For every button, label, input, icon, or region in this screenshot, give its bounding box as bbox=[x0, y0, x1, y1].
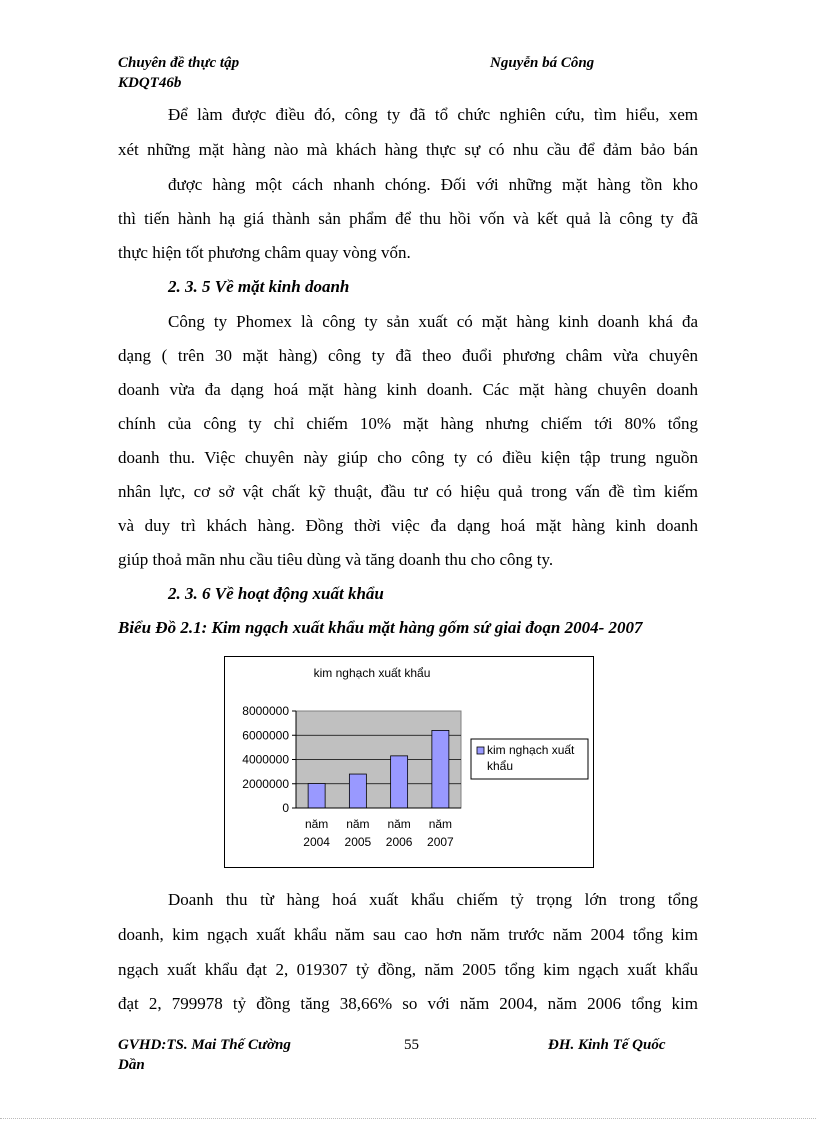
section-heading-2-3-5: 2. 3. 5 Về mặt kinh doanh bbox=[168, 277, 350, 296]
bar bbox=[391, 756, 408, 808]
chart-title: kim nghạch xuất khẩu bbox=[313, 666, 431, 680]
bar-chart bbox=[225, 657, 593, 867]
paragraph-line: doanh thu. Việc chuyên này giúp cho công ty có điều kiện tập trung nguồn bbox=[118, 448, 698, 467]
x-tick-label: 2006 bbox=[385, 835, 413, 849]
y-tick-label: 4000000 bbox=[242, 752, 289, 767]
x-tick-label: năm bbox=[387, 817, 411, 831]
y-tick-label: 8000000 bbox=[242, 704, 289, 718]
y-tick-label: 0 bbox=[282, 801, 289, 815]
paragraph-line: doanh vừa đa dạng hoá mặt hàng kinh doanh. Các mặt hàng chuyên doanh bbox=[118, 380, 698, 399]
x-tick-label: 2007 bbox=[427, 835, 454, 849]
legend-swatch bbox=[477, 747, 484, 754]
header-left-line2: KDQT46b bbox=[118, 75, 182, 91]
y-tick-label: 2000000 bbox=[242, 776, 289, 791]
x-tick-label: năm bbox=[346, 817, 370, 831]
legend-label-line2: khẩu bbox=[487, 759, 514, 773]
footer-left-line2: Dần bbox=[118, 1057, 145, 1073]
page-number: 55 bbox=[404, 1037, 419, 1053]
paragraph-line: đạt 2, 799978 tỷ đồng tăng 38,66% so với năm 2004, năm 2006 tổng kim bbox=[118, 994, 698, 1013]
paragraph-line: ngạch xuất khẩu đạt 2, 019307 tỷ đồng, năm 2005 tổng kim ngạch xuất khẩu bbox=[118, 960, 698, 979]
paragraph-line: thì tiến hành hạ giá thành sản phẩm để thu hồi vốn và kết quả là công ty đã bbox=[118, 209, 698, 228]
paragraph-line: chính của công ty chỉ chiếm 10% mặt hàng nhưng chiếm tới 80% tổng bbox=[118, 414, 698, 433]
paragraph-line: nhân lực, cơ sở vật chất kỹ thuật, đầu tư có hiệu quả trong vấn đề tìm kiếm bbox=[118, 482, 698, 501]
chart-container bbox=[224, 656, 594, 868]
bar bbox=[432, 730, 449, 808]
bar bbox=[308, 784, 325, 808]
paragraph-line: và duy trì khách hàng. Đồng thời việc đa dạng hoá mặt hàng kinh doanh bbox=[118, 516, 698, 535]
x-tick-label: năm bbox=[304, 817, 329, 831]
footer-left-line1: GVHD:TS. Mai Thế Cường bbox=[118, 1037, 291, 1053]
page-bottom-divider bbox=[0, 1118, 816, 1119]
paragraph-line: giúp thoả mãn nhu cầu tiêu dùng và tăng doanh thu cho công ty. bbox=[118, 550, 554, 569]
paragraph-line: xét những mặt hàng nào mà khách hàng thực sự có nhu cầu để đảm bảo bán bbox=[118, 140, 698, 159]
y-tick-label: 6000000 bbox=[242, 728, 289, 743]
footer-right: ĐH. Kinh Tế Quốc bbox=[548, 1037, 666, 1053]
legend-label-line1: kim nghạch xuất bbox=[487, 743, 575, 757]
section-heading-2-3-6: 2. 3. 6 Về hoạt động xuất khẩu bbox=[168, 584, 384, 603]
x-tick-label: năm bbox=[428, 817, 453, 831]
paragraph-line: Doanh thu từ hàng hoá xuất khẩu chiếm tỷ trọng lớn trong tổng bbox=[168, 890, 698, 909]
x-tick-label: 2004 bbox=[303, 835, 330, 849]
paragraph-line: được hàng một cách nhanh chóng. Đối với những mặt hàng tồn kho bbox=[168, 175, 698, 194]
paragraph-line: Công ty Phomex là công ty sản xuất có mặt hàng kinh doanh khá đa bbox=[168, 312, 698, 331]
paragraph-line: thực hiện tốt phương châm quay vòng vốn. bbox=[118, 243, 411, 262]
chart-caption: Biểu Đồ 2.1: Kim ngạch xuất khẩu mặt hàng gốm sứ giai đoạn 2004- 2007 bbox=[118, 618, 643, 637]
header-left-line1: Chuyên đề thực tập bbox=[118, 55, 240, 71]
bar bbox=[349, 774, 366, 808]
x-tick-label: 2005 bbox=[344, 835, 372, 849]
paragraph-line: dạng ( trên 30 mặt hàng) công ty đã theo đuổi phương châm vừa chuyên bbox=[118, 346, 698, 365]
header-right: Nguyễn bá Công bbox=[490, 55, 595, 71]
paragraph-line: Để làm được điều đó, công ty đã tổ chức nghiên cứu, tìm hiểu, xem bbox=[168, 105, 698, 124]
paragraph-line: doanh, kim ngạch xuất khẩu năm sau cao hơn năm trước năm 2004 tổng kim bbox=[118, 925, 698, 944]
